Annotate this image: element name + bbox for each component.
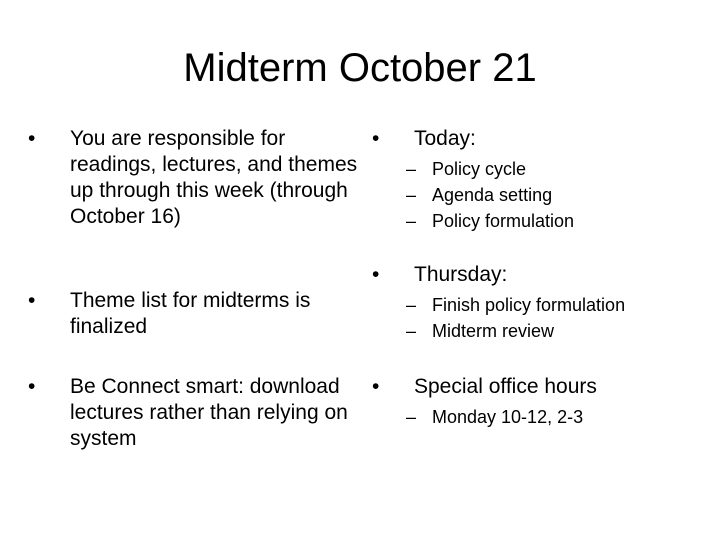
bullet-icon: • [28,375,36,398]
sub-list [372,404,712,430]
sub-item [372,182,712,208]
sub-item-text: Monday 10-12, 2-3 [432,407,584,427]
sub-list [372,292,712,344]
bullet-theme-list [28,288,358,340]
bullet-text: Theme list for midterms is finalized [70,289,311,338]
section-heading: Special office hours [414,375,597,398]
sub-item-text: Policy formulation [432,211,575,231]
bullet-text: Be Connect smart: download lectures rather than relying on system [70,375,348,450]
dash-icon: – [406,185,417,205]
bullet-connect-smart [28,374,358,452]
dash-icon: – [406,295,417,315]
bullet-text: You are responsible for readings, lectures, and themes up through this week (through October 16) [70,127,358,228]
dash-icon: – [406,407,417,427]
section-heading: Thursday: [414,263,508,286]
dash-icon: – [406,211,417,231]
sub-item-text: Agenda setting [432,185,553,205]
sub-item [372,318,712,344]
bullet-icon: • [28,289,36,312]
sub-item-text: Finish policy formulation [432,295,626,315]
dash-icon: – [406,159,417,179]
sub-item [372,156,712,182]
sub-list [372,156,712,234]
sub-item-text: Midterm review [432,321,555,341]
section-thursday [372,262,712,344]
bullet-icon: • [372,375,380,398]
bullet-icon: • [372,263,380,286]
bullet-responsibility [28,126,358,230]
section-heading: Today: [414,127,476,150]
bullet-icon: • [372,127,380,150]
section-today [372,126,712,234]
sub-item-text: Policy cycle [432,159,527,179]
sub-item [372,292,712,318]
dash-icon: – [406,321,417,341]
bullet-icon: • [28,127,36,150]
sub-item [372,208,712,234]
section-office-hours [372,374,712,430]
sub-item [372,404,712,430]
slide-title: Midterm October 21 [183,46,537,90]
